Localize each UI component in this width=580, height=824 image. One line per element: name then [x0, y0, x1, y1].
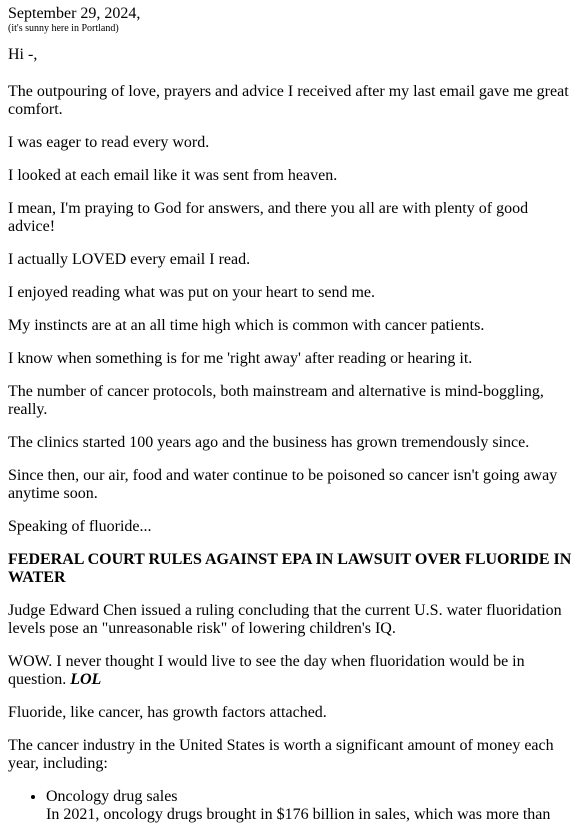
paragraph: I actually LOVED every email I read. [8, 251, 251, 268]
greeting: Hi -, [8, 46, 38, 63]
industry-paragraph: The cancer industry in the United States is worth a significant amount of money each year, including: [8, 737, 554, 772]
paragraph: I enjoyed reading what was put on your heart to send me. [8, 284, 376, 301]
industry-list [8, 788, 572, 824]
list-item-detail: In 2021, oncology drugs brought in $176 billion in sales, which was more than [46, 806, 551, 823]
ruling-paragraph: Judge Edward Chen issued a ruling concluding that the current U.S. water fluoridation levels pose an "unreasonable risk" of lowering children's IQ. [8, 602, 562, 637]
paragraph: Speaking of fluoride... [8, 518, 152, 535]
paragraph: The number of cancer protocols, both mainstream and alternative is mind-boggling, really. [8, 383, 544, 418]
paragraph: The clinics started 100 years ago and the business has grown tremendously since. [8, 434, 530, 451]
paragraph: I was eager to read every word. [8, 134, 210, 151]
paragraph: My instincts are at an all time high which is common with cancer patients. [8, 317, 485, 334]
intro-paragraphs [8, 83, 572, 536]
paragraph: I looked at each email like it was sent from heaven. [8, 167, 338, 184]
weather-note: (it's sunny here in Portland) [8, 23, 119, 34]
list-item-title: • Oncology drug sales [46, 788, 178, 805]
wow-text: WOW. I never thought I would live to see the day when fluoridation would be in question. [8, 653, 525, 688]
paragraph: I mean, I'm praying to God for answers, and there you all are with plenty of good advice! [8, 200, 529, 235]
growth-paragraph: Fluoride, like cancer, has growth factors attached. [8, 704, 327, 721]
list-item [46, 788, 572, 824]
wow-paragraph [8, 653, 572, 689]
news-headline: FEDERAL COURT RULES AGAINST EPA IN LAWSUIT OVER FLUORIDE IN WATER [8, 551, 572, 586]
email-date: September 29, 2024, [8, 5, 141, 22]
paragraph: The outpouring of love, prayers and advice I received after my last email gave me great comfort. [8, 83, 569, 118]
lol-text: LOL [70, 671, 102, 688]
paragraph: I know when something is for me 'right away' after reading or hearing it. [8, 350, 473, 367]
paragraph: Since then, our air, food and water continue to be poisoned so cancer isn't going away anytime soon. [8, 467, 558, 502]
